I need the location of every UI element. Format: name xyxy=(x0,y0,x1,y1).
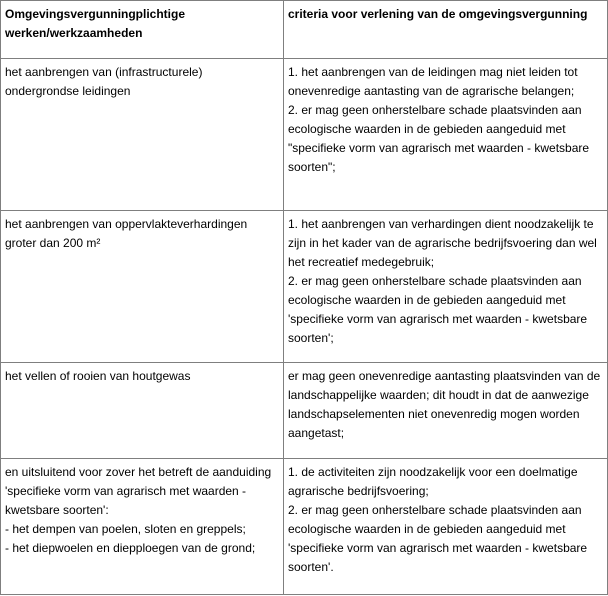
work-text: - het dempen van poelen, sloten en greppels; xyxy=(5,522,246,536)
criteria-text: 2. er mag geen onherstelbare schade plaatsvinden aan ecologische waarden in de gebieden aangeduid met 'specifieke vorm van agrarisch met waarden - kwetsbare soorten'; xyxy=(288,274,588,345)
work-cell xyxy=(1,59,284,211)
header-criteria: criteria voor verlening van de omgevingsvergunning xyxy=(284,1,608,59)
criteria-text: 1. het aanbrengen van verhardingen dient noodzakelijk te zijn in het kader van de agrarische bedrijfsvoering dan wel het recreatief medegebruik; xyxy=(288,217,597,269)
criteria-text: 2. er mag geen onherstelbare schade plaatsvinden aan ecologische waarden in de gebieden aangeduid met "specifieke vorm van agrarisch met waarden - kwetsbare soorten"; xyxy=(288,103,590,174)
table-row xyxy=(1,59,608,211)
header-works: Omgevingsvergunningplichtige werken/werkzaamheden xyxy=(1,1,284,59)
table-row xyxy=(1,363,608,459)
criteria-text: 1. het aanbrengen van de leidingen mag niet leiden tot onevenredige aantasting van de agrarische belangen; xyxy=(288,65,578,98)
work-cell xyxy=(1,211,284,363)
work-cell xyxy=(1,459,284,595)
criteria-text: 1. de activiteiten zijn noodzakelijk voor een doelmatige agrarische bedrijfsvoering; xyxy=(288,465,578,498)
criteria-cell xyxy=(284,459,608,595)
table-header-row xyxy=(1,1,608,59)
work-text: het aanbrengen van (infrastructurele) ondergrondse leidingen xyxy=(5,65,203,98)
work-text: het vellen of rooien van houtgewas xyxy=(5,369,191,383)
criteria-cell xyxy=(284,211,608,363)
criteria-text: 2. er mag geen onherstelbare schade plaatsvinden aan ecologische waarden in de gebieden aangeduid met 'specifieke vorm van agrarisch met waarden - kwetsbare soorten'. xyxy=(288,503,588,574)
table-row xyxy=(1,211,608,363)
work-text: - het diepwoelen en diepploegen van de grond; xyxy=(5,541,256,555)
criteria-text: er mag geen onevenredige aantasting plaatsvinden van de landschappelijke waarden; dit houdt in dat de aanwezige landschapselementen niet onevenredig mogen worden aangetast; xyxy=(288,369,601,440)
criteria-cell xyxy=(284,363,608,459)
work-text: het aanbrengen van oppervlakteverhardingen groter dan 200 m² xyxy=(5,217,248,250)
work-cell xyxy=(1,363,284,459)
table-row xyxy=(1,459,608,595)
work-text: en uitsluitend voor zover het betreft de aanduiding 'specifieke vorm van agrarisch met waarden - kwetsbare soorten': xyxy=(5,465,272,517)
criteria-cell xyxy=(284,59,608,211)
